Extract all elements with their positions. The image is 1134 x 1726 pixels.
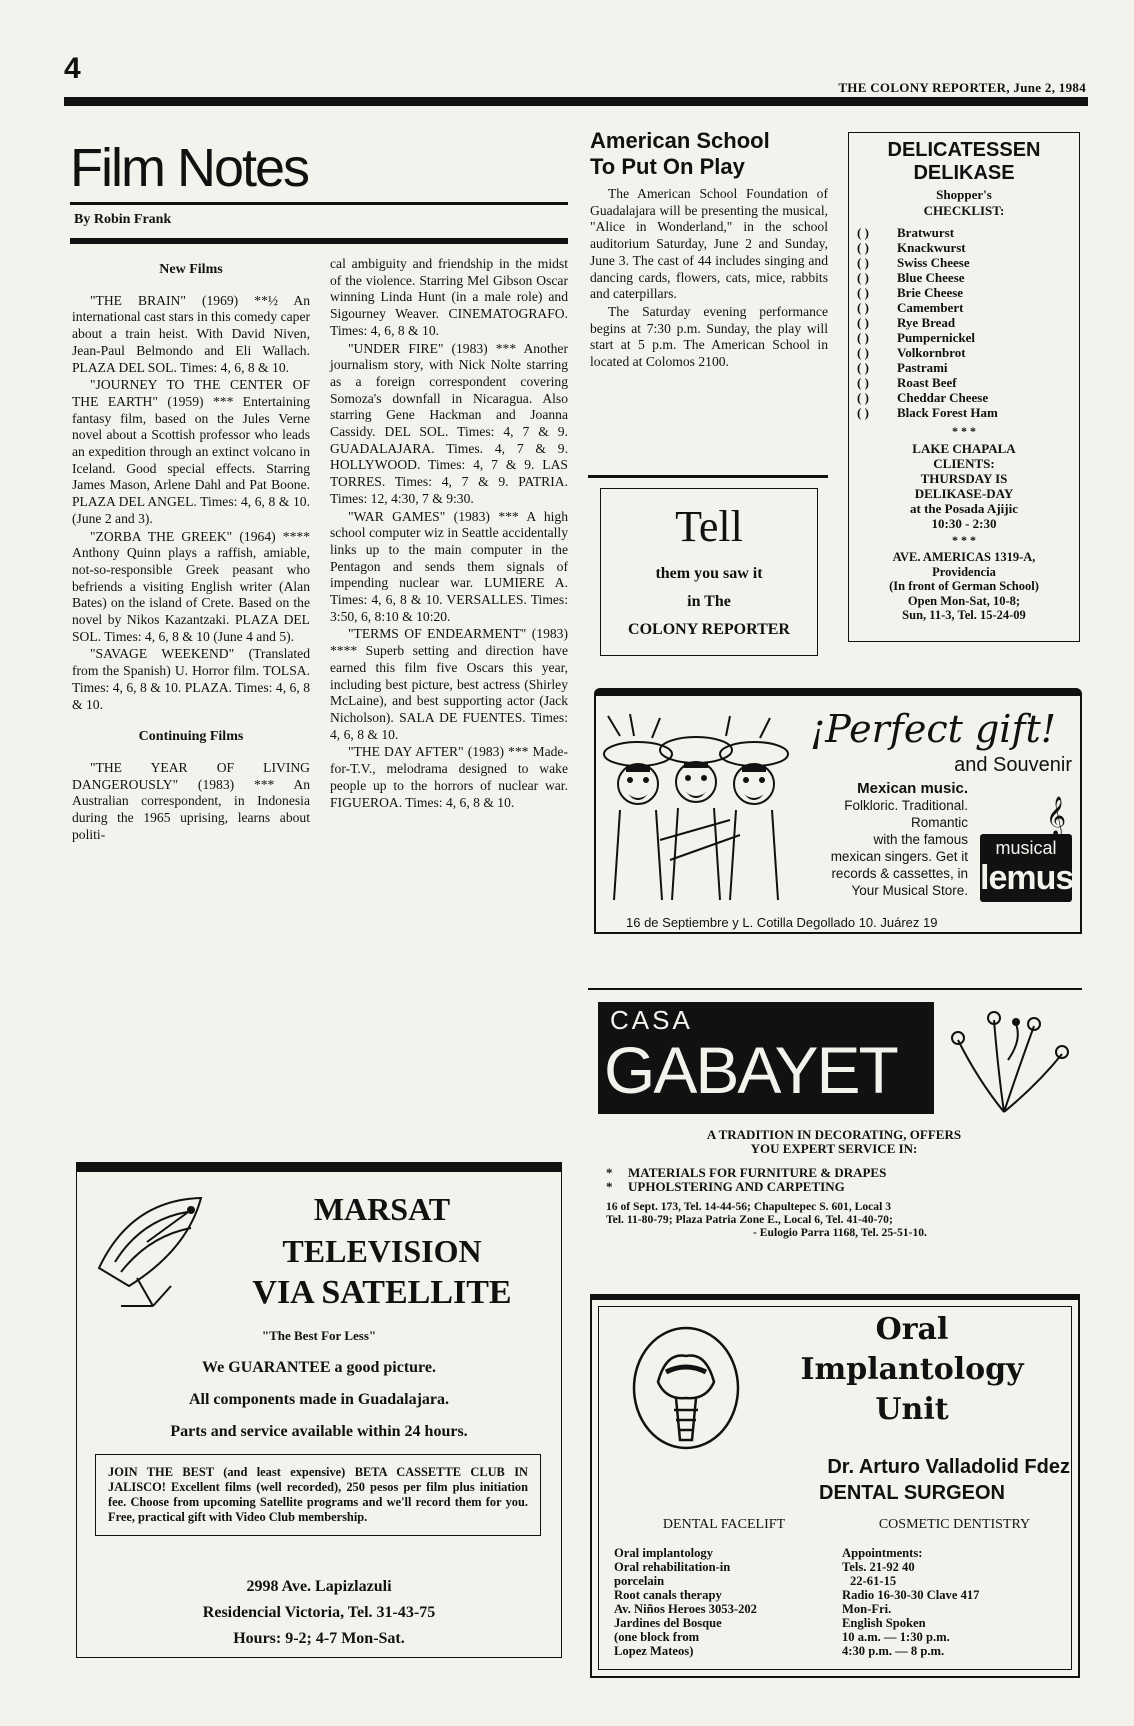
lemus-logo-top: musical [995,838,1057,858]
film-review: "WAR GAMES" (1983) *** A high school computer wiz in Seattle accidentally links up to the main computer in the Pentagon and sends them signals of impending nuclear war. LUMIERE A. Times: 4, 6, 8 & 10. VERSALLES. Times: 3:50, 6, 8:10 & 10:20. [330,508,568,624]
deli-sub-2: CHECKLIST: [923,203,1005,218]
peacock-illustration [938,1000,1072,1116]
marsat-address-line: Hours: 9-2; 4-7 Mon-Sat. [233,1630,405,1647]
lemus-logo-bottom: lemus [980,859,1074,897]
treble-clef-icon: 𝄞 [1046,796,1067,836]
deli-item-label: Cheddar Cheese [897,390,989,405]
film-review: "ZORBA THE GREEK" (1964) **** Anthony Quinn plays a raffish, amiable, not-so-responsible Greek peasant who befriends a visiting English writer (Alan Bates) on the island of Crete. Based on the novel by Nikos Kazantzaki. PLAZA DEL SOL. Times: 4, 6, 8 & 10 (June 4 and 5). [72,528,310,644]
oral-right-heading: COSMETIC DENTISTRY [878,1517,1031,1532]
oral-left-line: (one block from [614,1630,700,1644]
marsat-address-line: 2998 Ave. Lapizlazuli [246,1578,392,1595]
masthead-rule [64,97,1088,106]
oral-left-line: Oral rehabilitation-in [614,1560,731,1574]
oral-doctor: Dr. Arturo Valladolid Fdez [827,1456,1070,1478]
deli-title-1: DELICATESSEN [887,139,1041,161]
tell-box [600,488,818,656]
oral-right-line: Radio 16-30-30 Clave 417 [842,1588,980,1602]
school-rule [588,475,828,478]
checkbox-mark: ( ) [857,255,869,270]
oral-left-heading: DENTAL FACELIFT [662,1517,786,1532]
service-label: MATERIALS FOR FURNITURE & DRAPES [628,1165,887,1180]
list-item [857,345,1071,360]
oral-left-line: Oral implantology [614,1546,714,1560]
marsat-line: Parts and service available within 24 hours. [170,1423,468,1440]
deli-item-label: Camembert [897,300,964,315]
checkbox-mark: ( ) [857,240,869,255]
deli-item-label: Roast Beef [897,375,957,390]
deli-sub-1: Shopper's [936,187,992,202]
oral-left-line: porcelain [614,1574,665,1588]
oral-right-column [842,1518,1067,1658]
running-header: THE COLONY REPORTER, June 2, 1984 [838,80,1086,95]
deli-title-2: DELIKASE [913,162,1015,184]
gabayet-services [606,1166,886,1194]
deli-item-label: Blue Cheese [897,270,965,285]
gabayet-casa: CASA [610,1005,693,1035]
lemus-logo [980,834,1072,902]
oral-left-line: Root canals therapy [614,1588,722,1602]
byline-rule [70,238,568,244]
deli-item-label: Volkornbrot [897,345,966,360]
school-paragraph: The American School Foundation of Guadalajara will be presenting the musical, "Alice in Wonderland," in the school auditorium Saturday, June 2 and Sunday, June 3. The cast of 44 includes singing and dancing cards, flowers, cats, mice, rabbits and caterpillars. [590,186,828,302]
oral-right-line: English Spoken [842,1616,926,1630]
list-item [857,390,1071,405]
deli-stars: * * * [952,533,976,547]
oral-title-line: Oral [875,1312,949,1347]
mariachi-illustration [600,710,792,910]
marsat-address-line: Residencial Victoria, Tel. 31-43-75 [202,1604,436,1621]
oral-right-line: Mon-Fri. [842,1602,892,1616]
checkbox-mark: ( ) [857,375,869,390]
oral-title-line: Unit [875,1392,949,1427]
deli-item-label: Swiss Cheese [897,255,970,270]
title-rule [70,202,568,205]
continuing-films-heading: Continuing Films [138,729,244,745]
marsat-title-line: TELEVISION [282,1233,482,1269]
gabayet-address-line: - Eulogio Parra 1168, Tel. 25-51-10. [753,1226,927,1239]
checkbox-mark: ( ) [857,330,869,345]
film-review: "THE BRAIN" (1969) **½ An international cast stars in this comedy caper about a train heist. With David Niven, Jean-Paul Belmondo and Eli Wallach. PLAZA DEL SOL. Times: 4, 6, 8 & 10. [72,292,310,375]
deli-address-block [857,550,1071,623]
oral-right-line: Appointments: [842,1546,923,1560]
lemus-copy [792,780,968,899]
list-item [857,330,1071,345]
lemus-line: Your Musical Store. [851,883,968,898]
film-review: "THE DAY AFTER" (1983) *** Made-for-T.V., melodrama designed to wake people up to the horrors of nuclear war. FIGUEROA. Times: 4, 6, 8 & 10. [330,744,568,810]
lemus-bottom-rule [588,988,1082,990]
deli-lake-line: 10:30 - 2:30 [931,516,997,531]
page-number: 4 [64,52,81,85]
marsat-title-line: MARSAT [313,1191,451,1227]
list-item [857,255,1071,270]
list-item [857,225,1071,240]
oral-right-line: 10 a.m. — 1:30 p.m. [842,1630,950,1644]
deli-lake-line: LAKE CHAPALA [912,441,1016,456]
tooth-implant-icon [626,1322,746,1472]
film-review: "THE YEAR OF LIVING DANGEROUSLY" (1983) *** An Australian correspondent, in Indonesia during the 1965 uprising, learns about politi- [72,759,310,842]
deli-lake-line: at the Posada Ajijic [910,501,1018,516]
deli-item-label: Brie Cheese [897,285,964,300]
lemus-line: Folkloric. Traditional. [844,798,968,813]
checkbox-mark: ( ) [857,225,869,240]
marsat-selling-points [77,1352,561,1448]
deli-address-line: AVE. AMERICAS 1319-A, [892,550,1036,564]
deli-lake-line: THURSDAY IS [920,471,1008,486]
list-item [857,375,1071,390]
marsat-title-line: VIA SATELLITE [252,1274,512,1311]
deli-address-line: Providencia [932,564,996,579]
lemus-headline: ¡Perfect gift! [810,707,1057,751]
list-item [857,285,1071,300]
film-review: "TERMS OF ENDEARMENT" (1983) **** Superb setting and direction have earned this film five Oscars this year, including best picture, best actress (Shirley McLaine), and best supporting actor (Jack Nicholson). SALA DE FUENTES. Times: 4, 6, 8 & 10. [330,626,568,742]
lemus-ad [594,688,1082,934]
deli-address-line: (In front of German School) [889,579,1039,593]
oral-left-line: Jardines del Bosque [614,1616,722,1630]
oral-right-line: 4:30 p.m. — 8 p.m. [842,1644,945,1658]
checkbox-mark: ( ) [857,270,869,285]
gabayet-tagline-line: A TRADITION IN DECORATING, OFFERS [706,1127,962,1142]
lemus-line: with the famous [873,832,968,847]
film-review: "JOURNEY TO THE CENTER OF THE EARTH" (1959) *** Entertaining fantasy film, based on the Jules Verne novel about a Scottish professor who leads an expedition through an extinct volcano in Iceland. Good special effects. Starring James Mason, Arlene Dahl and Pat Boone. PLAZA DEL ANGEL. Times: 4, 6, 8 & 10. (June 2 and 3). [72,377,310,526]
tell-line-2: in The [687,593,731,610]
marsat-line: We GUARANTEE a good picture. [202,1359,436,1376]
oral-title [762,1310,1062,1430]
oral-ad [590,1294,1080,1678]
marsat-slogan: "The Best For Less" [261,1328,377,1343]
deli-address-line: Sun, 11-3, Tel. 15-24-09 [902,608,1026,622]
film-review: "UNDER FIRE" (1983) *** Another journalism story, with Nick Nolte starring as a foreign correspondent covering Somoza's downfall in Nicaragua. Also starring Gene Hackman and Joanna Cassidy. DEL SOL. Times: 4, 7 & 9. GUADALAJARA. Times. 4, 7 & 9. HOLLYWOOD. Times: 4, 7 & 9. LAS TORRES. Times: 4, 7 & 9. PATRIA. Times: 12, 4:30, 7 & 9:30. [330,340,568,506]
list-item [857,300,1071,315]
oral-left-line: Lopez Mateos) [614,1644,694,1658]
list-item [857,270,1071,285]
marsat-line: All components made in Guadalajara. [188,1391,449,1408]
gabayet-name: GABAYET [604,1033,897,1107]
gabayet-addresses [606,1200,1074,1239]
film-review: "SAVAGE WEEKEND" (Translated from the Spanish) U. Horror film. TOLSA. Times: 4, 6, 8 & 10. PLAZA. Times: 4, 6, 8 & 10. [72,646,310,712]
list-item [857,360,1071,375]
oral-role: DENTAL SURGEON [819,1482,1005,1504]
film-column-1 [72,256,310,845]
deli-item-label: Bratwurst [897,225,955,240]
lemus-and-souvenir: and Souvenir [954,754,1072,776]
new-films-heading: New Films [159,262,223,277]
list-item [857,240,1071,255]
checkbox-mark: ( ) [857,345,869,360]
checkbox-mark: ( ) [857,390,869,405]
deli-lake-line: DELIKASE-DAY [914,486,1014,501]
satellite-dish-icon [91,1190,223,1310]
deli-item-label: Knackwurst [897,240,966,255]
gabayet-logo [598,1002,934,1114]
film-notes-title: Film Notes [70,138,309,198]
checkbox-mark: ( ) [857,405,869,420]
lemus-footer: 16 de Septiembre y L. Cotilla Degollado 10. Juárez 19 [626,915,938,930]
lemus-line: Mexican music. [857,780,968,797]
gabayet-address-line: 16 of Sept. 173, Tel. 14-44-56; Chapultepec S. 601, Local 3 [606,1200,892,1213]
deli-item-label: Rye Bread [897,315,956,330]
deli-ad [848,132,1080,642]
tell-line-3: COLONY REPORTER [628,621,790,638]
oral-title-line: Implantology [800,1352,1024,1387]
marsat-address [77,1574,561,1652]
checkbox-mark: ( ) [857,300,869,315]
school-paragraph: The Saturday evening performance begins at 7:30 p.m. Sunday, the play will start at 5 p.m. The American School in located at Colomos 2100. [590,303,828,370]
deli-item-label: Black Forest Ham [897,405,998,420]
deli-item-label: Pumpernickel [897,330,975,345]
marsat-title [217,1188,547,1314]
deli-item-label: Pastrami [897,360,948,375]
deli-stars: * * * [952,424,976,438]
lemus-line: mexican singers. Get it [830,849,968,864]
byline: By Robin Frank [74,212,172,227]
checkbox-mark: ( ) [857,315,869,330]
marsat-club-box: JOIN THE BEST (and least expensive) BETA CASSETTE CLUB IN JALISCO! Excellent films (well recorded), 250 pesos per film plus initiation fee. Choose from upcoming Satellite programs and we'll record them for you. Free, practical gift with Video Club membership. [95,1454,541,1536]
school-story-body [590,186,828,372]
deli-lake-block [857,441,1071,531]
checkbox-mark: ( ) [857,285,869,300]
tell-line-1: them you saw it [655,565,763,582]
oral-left-column [614,1518,834,1658]
deli-checklist [857,225,1071,420]
gabayet-tagline-line: YOU EXPERT SERVICE IN: [750,1141,918,1156]
lemus-line: Romantic [910,815,968,830]
deli-address-line: Open Mon-Sat, 10-8; [907,593,1021,608]
checkbox-mark: ( ) [857,360,869,375]
film-review-continued: cal ambiguity and friendship in the midst of the violence. Starring Mel Gibson Oscar winning Linda Hunt (in a male role) and Sigourney Weaver. CINEMATOGRAFO. Times: 4, 6, 8 & 10. [330,256,568,338]
school-headline-1: American School [590,128,770,153]
oral-right-line: 22-61-15 [850,1574,897,1588]
oral-right-line: Tels. 21-92 40 [842,1560,915,1574]
film-column-2 [330,256,568,812]
list-item [606,1166,886,1180]
list-item [606,1180,886,1194]
list-item [857,315,1071,330]
oral-left-line: Av. Niños Heroes 3053-202 [614,1602,757,1616]
marsat-ad [76,1162,562,1658]
bullet-icon: * [606,1179,613,1194]
school-headline-2: To Put On Play [590,154,745,179]
service-label: UPHOLSTERING AND CARPETING [628,1179,845,1194]
list-item [857,405,1071,420]
gabayet-tagline [598,1128,1070,1156]
tell-word: Tell [675,502,743,551]
bullet-icon: * [606,1165,613,1180]
gabayet-address-line: Tel. 11-80-79; Plaza Patria Zone E., Local 6, Tel. 41-40-70; [606,1213,893,1226]
deli-lake-line: CLIENTS: [933,456,995,471]
lemus-line: records & cassettes, in [831,866,968,881]
